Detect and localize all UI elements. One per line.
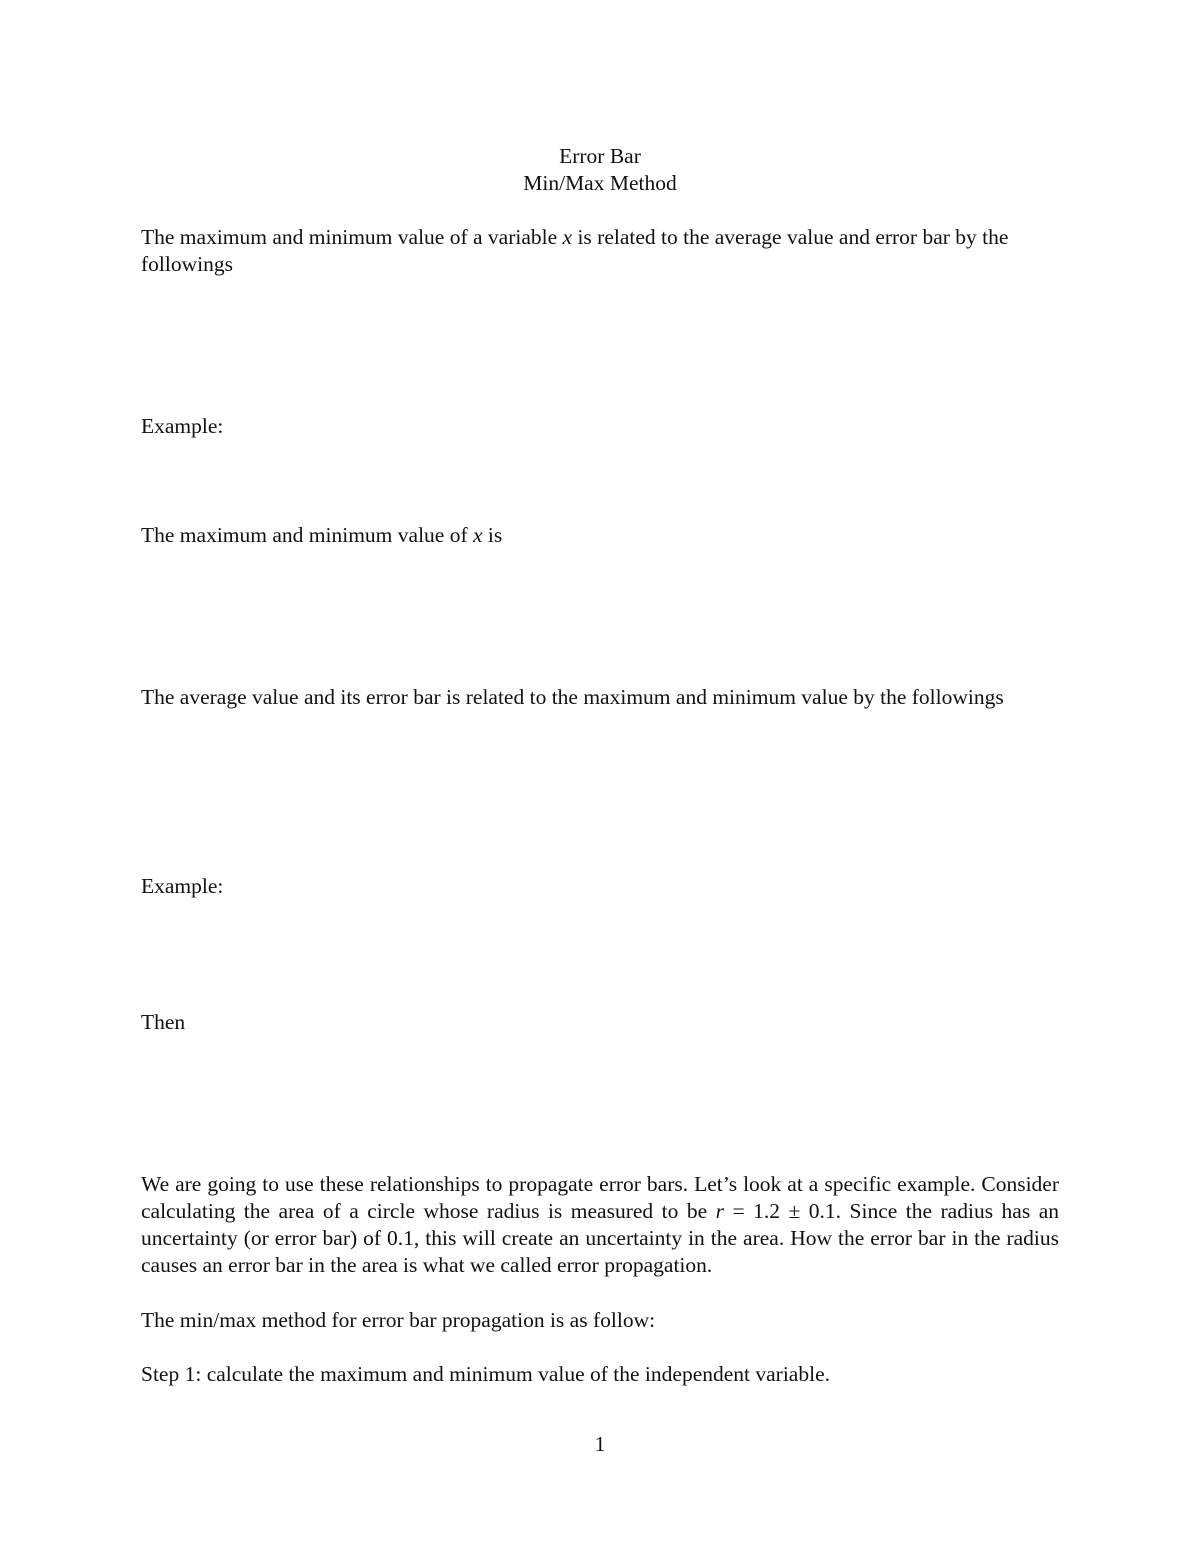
method-paragraph: The min/max method for error bar propagation is as follow: (141, 1308, 656, 1332)
then-label: Then (141, 1010, 186, 1034)
propagation-paragraph (141, 1171, 1059, 1279)
maxmin-text-end: is (482, 523, 503, 547)
radius-equation: = 1.2 ± 0.1 (724, 1199, 836, 1223)
title-line-1: Error Bar (559, 144, 641, 168)
intro-variable: x (562, 225, 573, 249)
maxmin-paragraph (141, 522, 1059, 549)
step1-paragraph: Step 1: calculate the maximum and minimum value of the independent variable. (141, 1362, 830, 1386)
document-title (141, 143, 1059, 197)
intro-text-end: is related to the average value and error bar by the followings (141, 225, 1009, 276)
example-label-1: Example: (141, 414, 224, 438)
title-line-2: Min/Max Method (523, 171, 677, 195)
maxmin-variable: x (473, 523, 483, 547)
average-paragraph: The average value and its error bar is related to the maximum and minimum value by the followings (141, 685, 1004, 709)
intro-paragraph (141, 224, 1059, 278)
example-label-2: Example: (141, 874, 224, 898)
radius-variable: r (715, 1199, 725, 1223)
propagation-text-start: We are going to use these relationships to propagate error bars. Let’s look at a specific example. Consider calculating the area of a circle whose radius is measured to be (141, 1172, 1059, 1223)
intro-text-start: The maximum and minimum value of a variable (141, 225, 563, 249)
maxmin-text-start: The maximum and minimum value of (141, 523, 473, 547)
page-number: 1 (594, 1432, 606, 1456)
propagation-text-end: . Since the radius has an uncertainty (or error bar) of 0.1, this will create an uncertainty in the area. How the error bar in the radius causes an error bar in the area is what we called error propagation. (141, 1199, 1059, 1277)
